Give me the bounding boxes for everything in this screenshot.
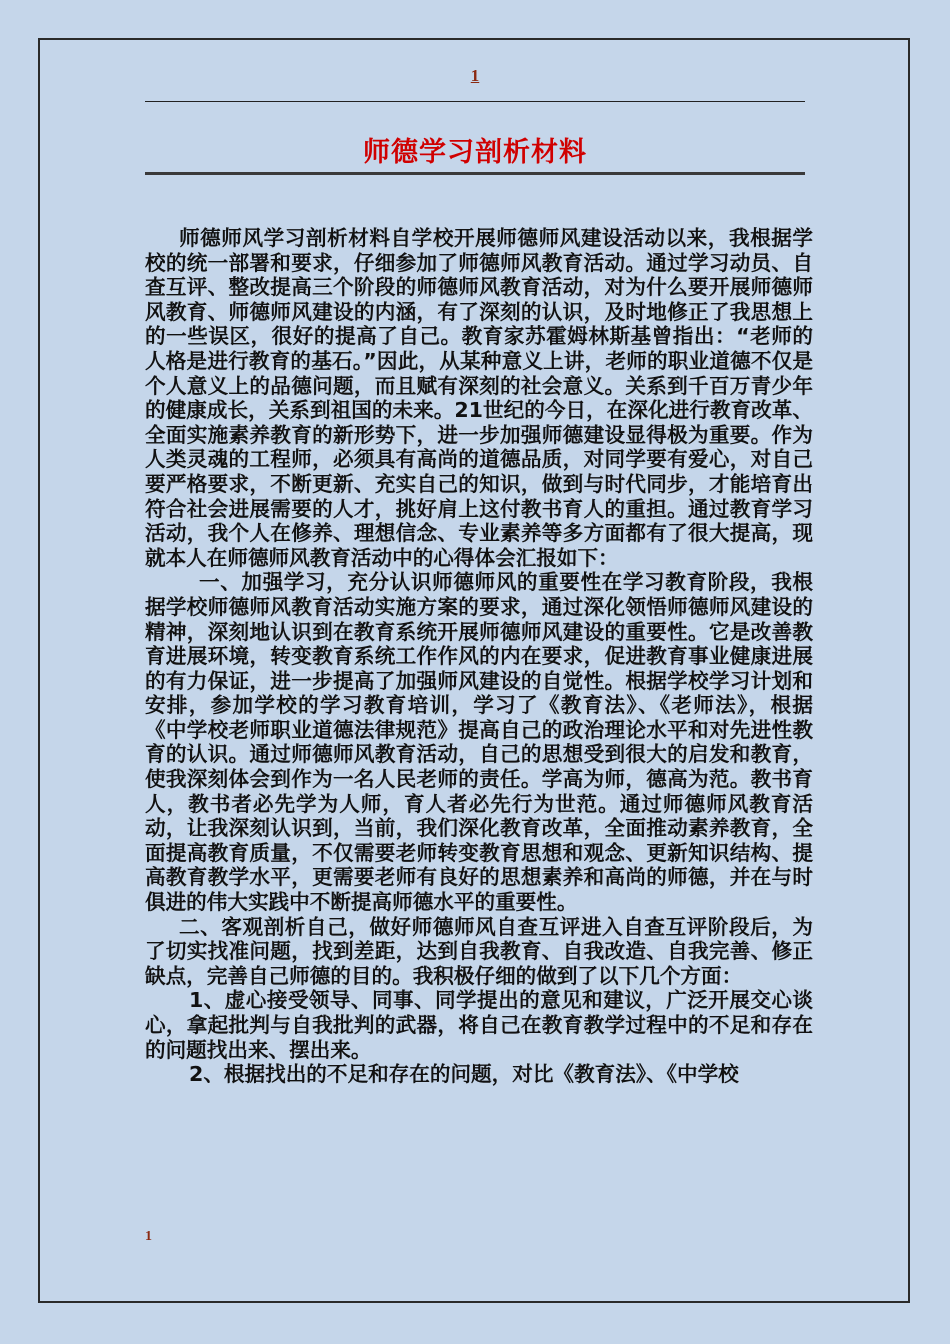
- header-rule: [145, 101, 805, 102]
- paragraph: 二、客观剖析自己，做好师德师风自查互评进入自查互评阶段后，为了切实找准问题，找到差距，达到自我教育、自我改造、自我完善、修正缺点，完善自己师德的目的。我积极仔细的做到了以下几个方面：: [145, 914, 813, 988]
- document-title: 师德学习剖析材料: [363, 137, 587, 168]
- paragraph: 一、加强学习，充分认识师德师风的重要性在学习教育阶段，我根据学校师德师风教育活动实施方案的要求，通过深化领悟师德师风建设的精神，深刻地认识到在教育系统开展师德师风建设的重要性。它是改善教育进展环境，转变教育系统工作作风的内在要求，促进教育事业健康进展的有力保证，进一步提高了加强师风建设的自觉性。根据学校学习计划和安排，参加学校的学习教育培训，学习了《教育法》、《老师法》，根据《中学校老师职业道德法律规范》提高自己的政治理论水平和对先进性教育的认识。通过师德师风教育活动，自己的思想受到很大的启发和教育，使我深刻体会到作为一名人民老师的责任。学高为师，德高为范。教书育人，教书者必先学为人师，育人者必先行为世范。通过师德师风教育活动，让我深刻认识到，当前，我们深化教育改革，全面推动素养教育，全面提高教育质量，不仅需要老师转变教育思想和观念、更新知识结构、提高教育教学水平，更需要老师有良好的思想素养和高尚的师德，并在与时俱进的伟大实践中不断提高师德水平的重要性。: [145, 570, 813, 915]
- document-body: [145, 226, 813, 1087]
- paragraph: 1、虚心接受领导、同事、同学提出的意见和建议，广泛开展交心谈心，拿起批判与自我批判的武器，将自己在教育教学过程中的不足和存在的问题找出来、摆出来。: [145, 988, 813, 1062]
- footer-page-number: 1: [145, 1229, 152, 1244]
- header-page-number: 1: [470, 66, 480, 85]
- paragraph: 2、根据找出的不足和存在的问题，对比《教育法》、《中学校: [189, 1062, 739, 1087]
- title-rule: [145, 172, 805, 175]
- paragraph: 师德师风学习剖析材料自学校开展师德师风建设活动以来，我根据学校的统一部署和要求，仔细参加了师德师风教育活动。通过学习动员、自查互评、整改提高三个阶段的师德师风教育活动，对为什么要开展师德师风教育、师德师风建设的内涵，有了深刻的认识，及时地修正了我思想上的一些误区，很好的提高了自己。教育家苏霍姆林斯基曾指出：“老师的人格是进行教育的基石。”因此，从某种意义上讲，老师的职业道德不仅是个人意义上的品德问题，而且赋有深刻的社会意义。关系到千百万青少年的健康成长，关系到祖国的未来。21世纪的今日，在深化进行教育改革、全面实施素养教育的新形势下，进一步加强师德建设显得极为重要。作为人类灵魂的工程师，必须具有高尚的道德品质，对同学要有爱心，对自己要严格要求，不断更新、充实自己的知识，做到与时代同步，才能培育出符合社会进展需要的人才，挑好肩上这付教书育人的重担。通过教育学习活动，我个人在修养、理想信念、专业素养等多方面都有了很大提高，现就本人在师德师风教育活动中的心得体会汇报如下：: [145, 226, 813, 570]
